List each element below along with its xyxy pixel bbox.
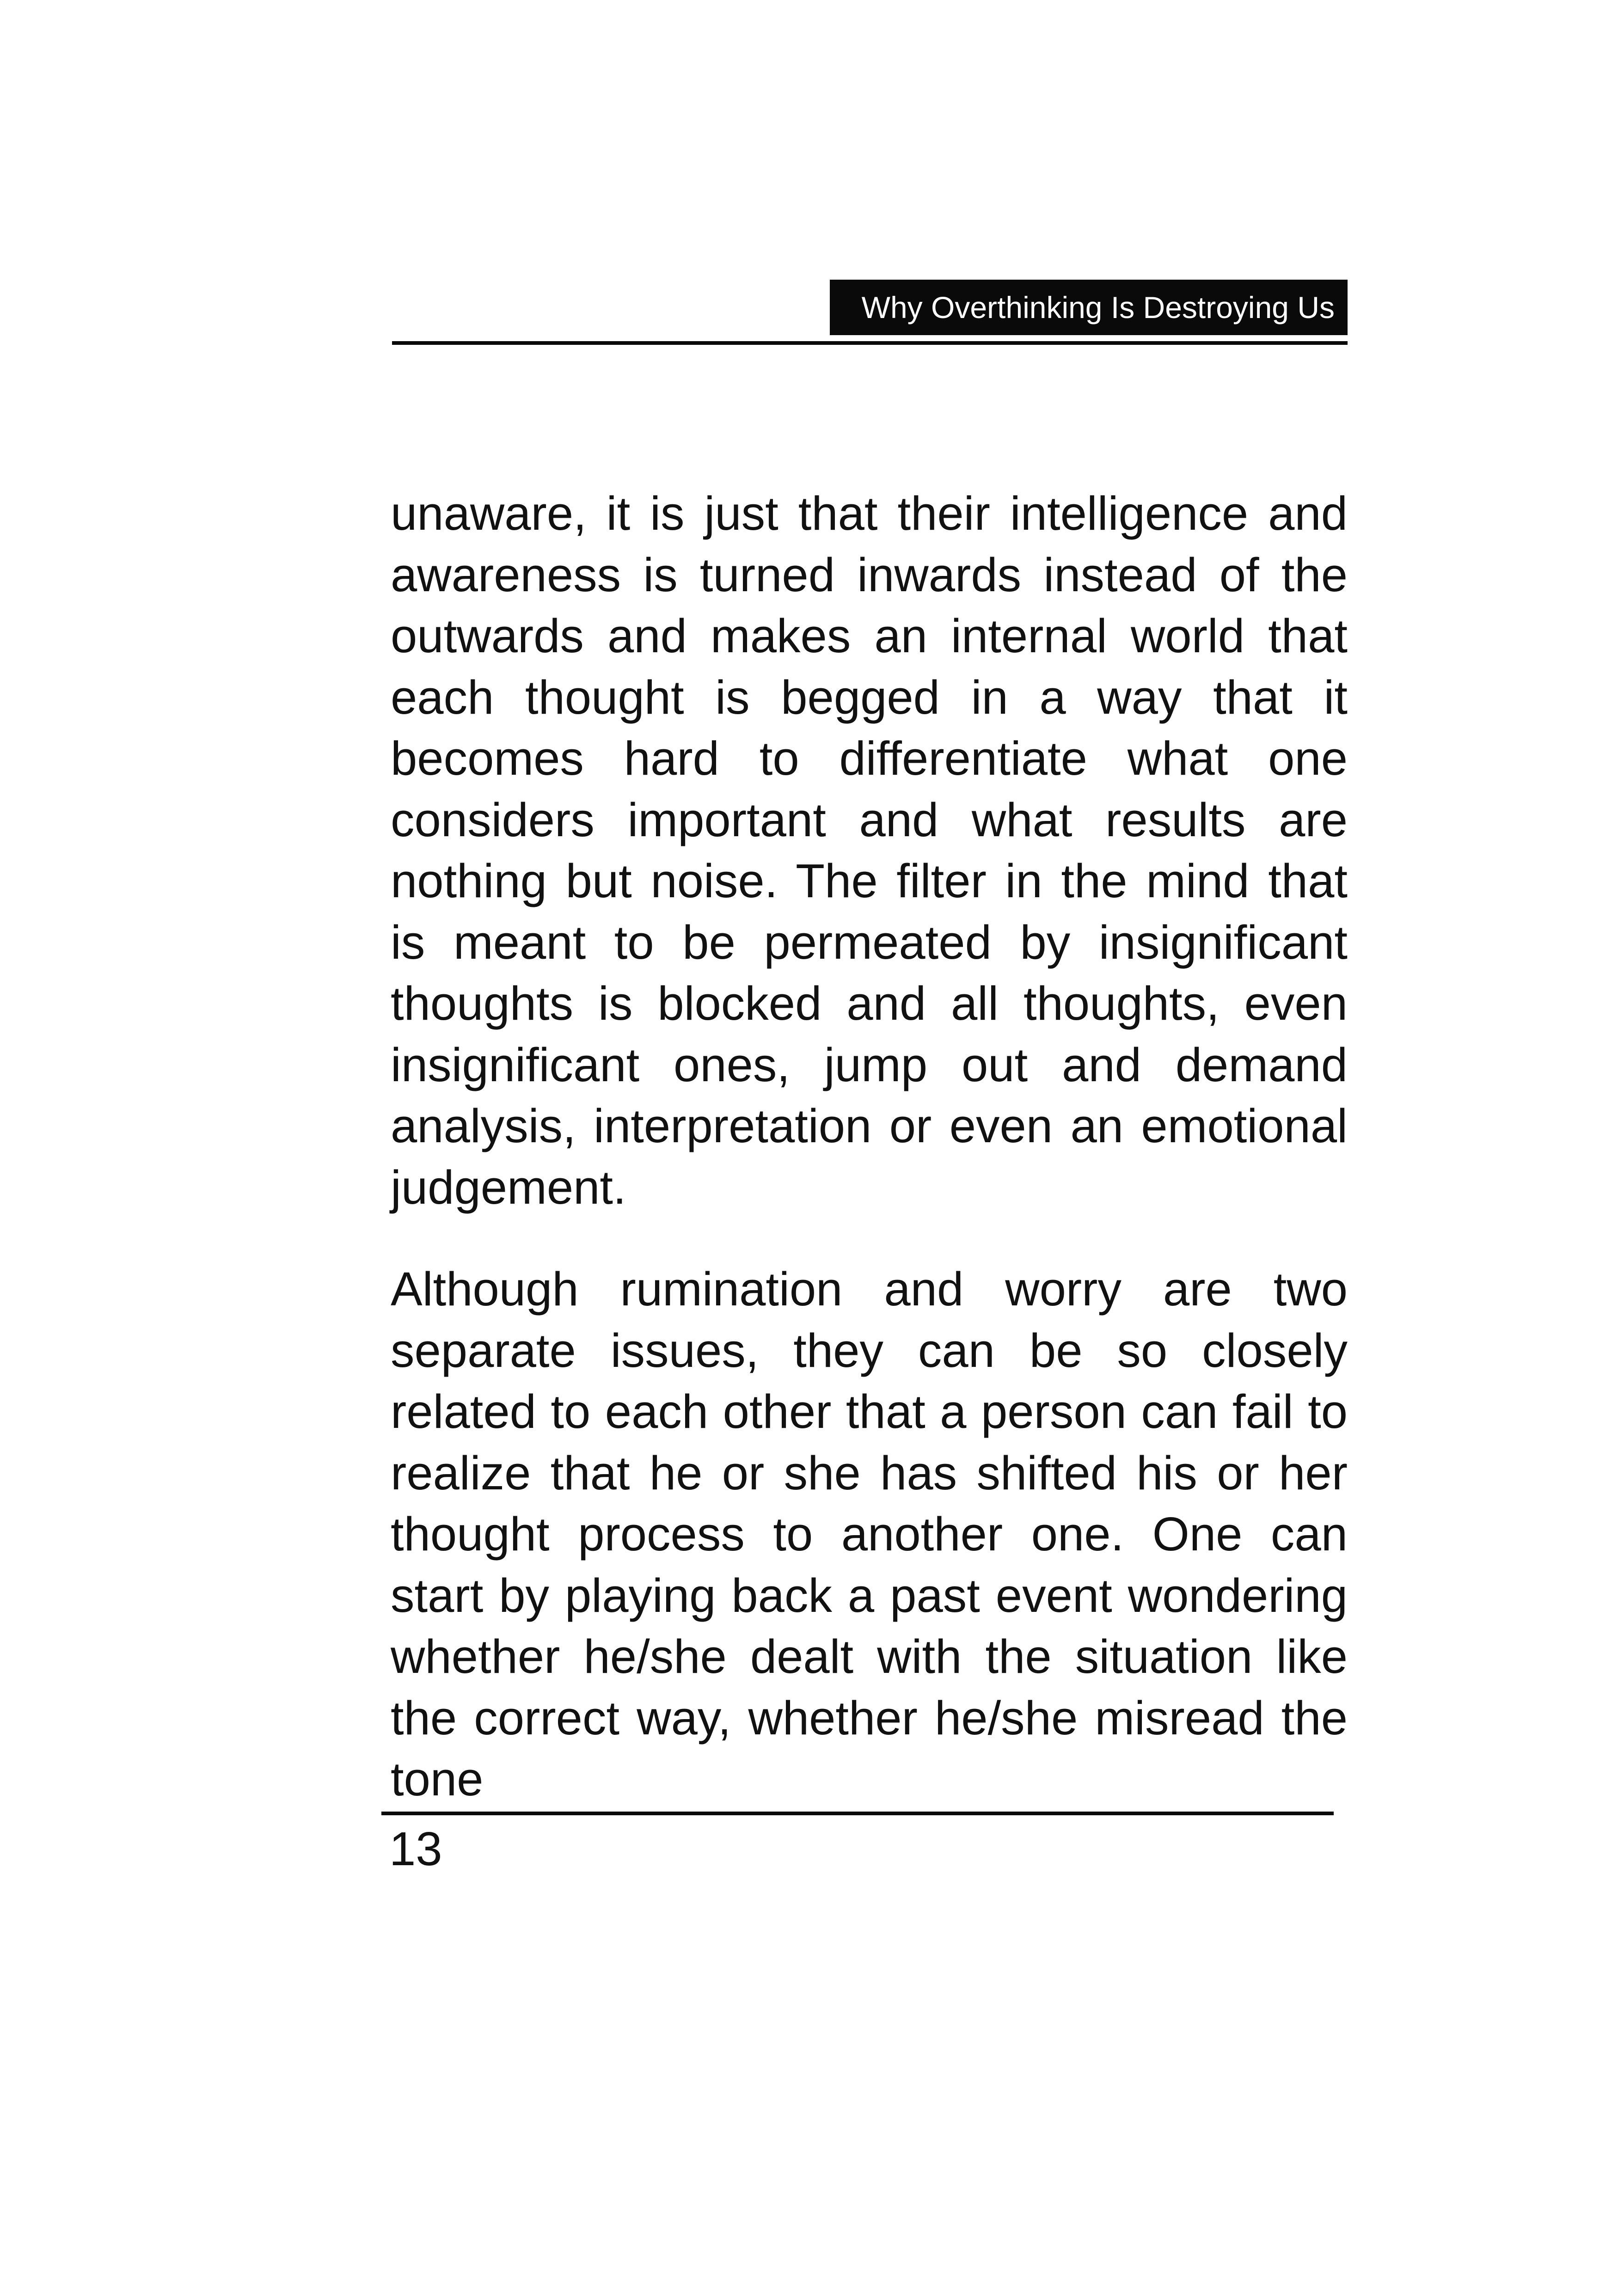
body-text [391, 483, 1348, 1810]
header-divider [392, 341, 1348, 345]
running-header: Why Overthinking Is Destroying Us [830, 280, 1348, 335]
footer-divider [381, 1812, 1334, 1815]
paragraph-2: Although rumination and worry are two separate issues, they can be so closely related to each other that a person can fail to realize that he or she has shifted his or her thought process to another one. One can start by playing back a past event wondering whether he/she dealt with the situation like the correct way, whether he/she misread the tone [391, 1262, 1348, 1806]
paragraph-1: unaware, it is just that their intelligence and awareness is turned inwards instead of the outwards and makes an internal world that each thought is begged in a way that it becomes hard to differentiate what one considers important and what results are nothing but noise. The filter in the mind that is meant to be permeated by insignificant thoughts is blocked and all thoughts, even insignificant ones, jump out and demand analysis, interpretation or even an emotional judgement. [391, 487, 1348, 1214]
page-number: 13 [389, 1822, 442, 1875]
